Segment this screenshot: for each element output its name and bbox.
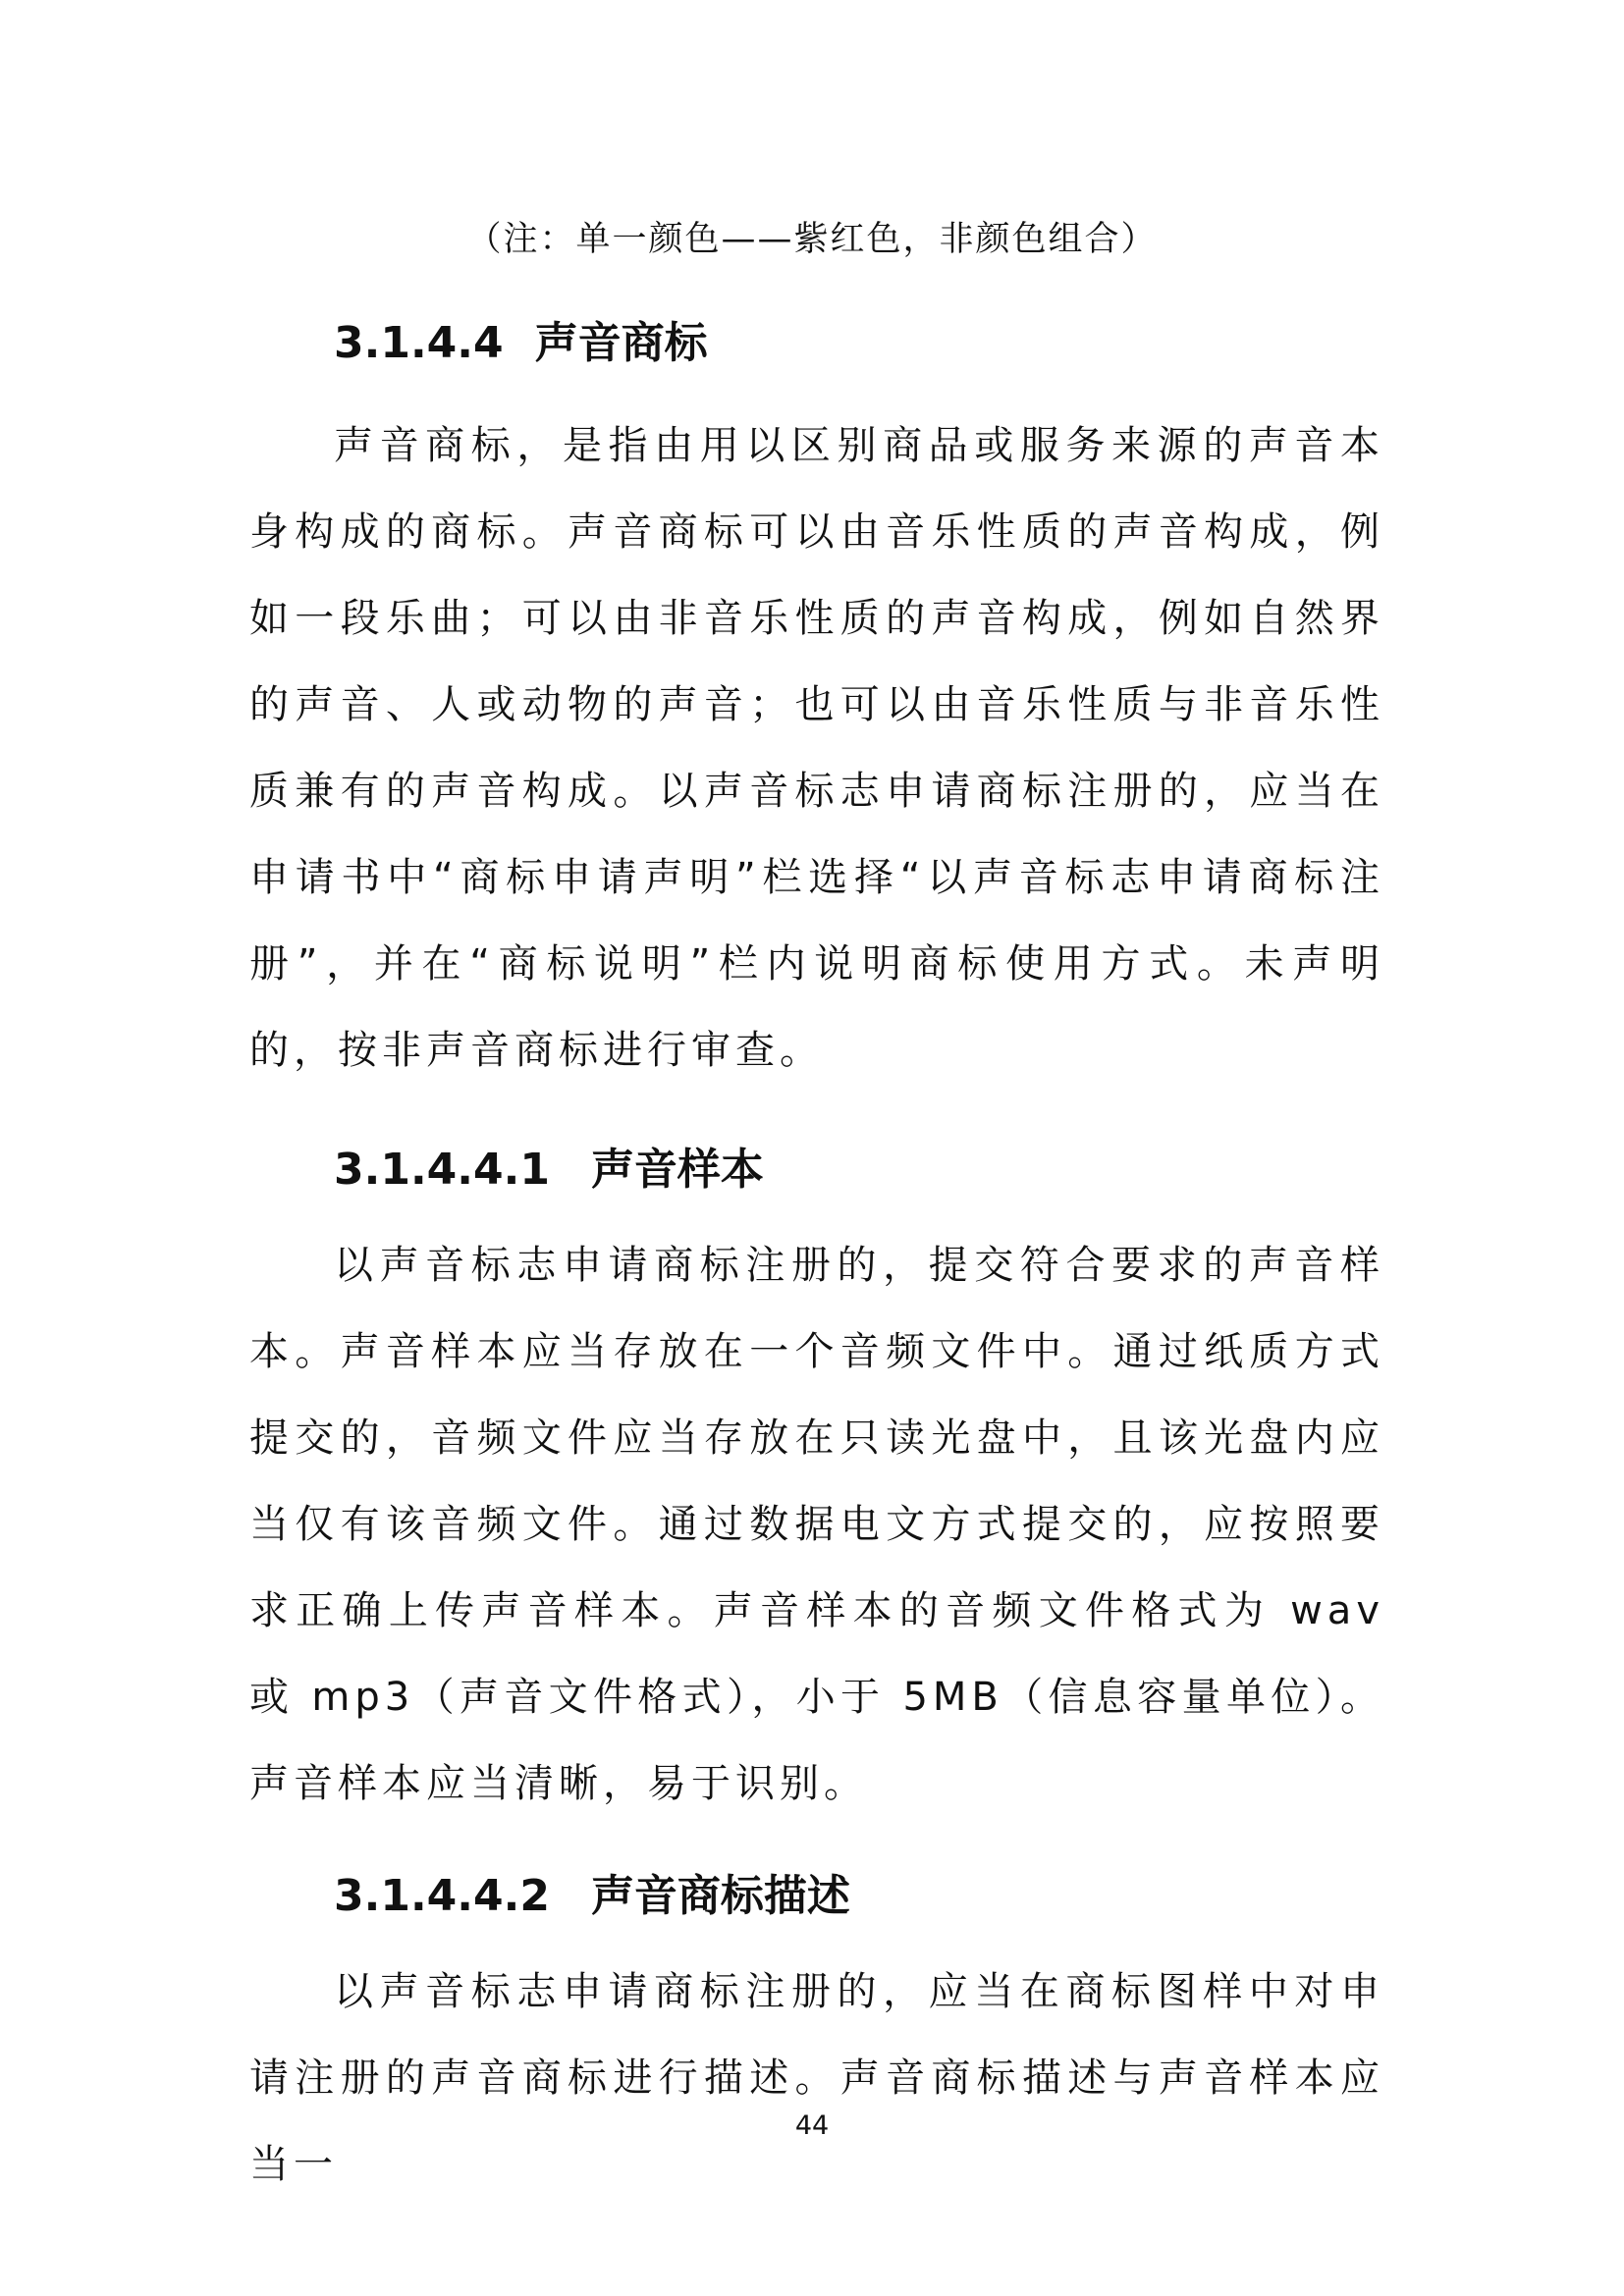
section-number: 3.1.4.4 <box>334 318 504 368</box>
section-number: 3.1.4.4.2 <box>334 1871 550 1921</box>
section-paragraph-3-1-4-4-2: 以声音标志申请商标注册的，应当在商标图样中对申请注册的声音商标进行描述。声音商标描述与声音样本应当一 <box>249 1969 1384 2187</box>
section-heading-3-1-4-4-1 <box>334 1139 764 1201</box>
section-title: 声音商标描述 <box>590 1871 850 1921</box>
section-heading-3-1-4-4 <box>334 312 708 375</box>
section-heading-3-1-4-4-2 <box>334 1865 850 1928</box>
page-number: 44 <box>794 2110 830 2141</box>
color-note: （注：单一颜色——紫红色，非颜色组合） <box>466 220 1158 259</box>
section-paragraph-3-1-4-4: 声音商标，是指由用以区别商品或服务来源的声音本身构成的商标。声音商标可以由音乐性质的声音构成，例如一段乐曲；可以由非音乐性质的声音构成，例如自然界的声音、人或动物的声音；也可以由音乐性质与非音乐性质兼有的声音构成。以声音标志申请商标注册的，应当在申请书中“商标申请声明”栏选择“以声音标志申请商标注册”，并在“商标说明”栏内说明商标使用方式。未声明的，按非声音商标进行审查。 <box>249 423 1384 1073</box>
section-paragraph-3-1-4-4-1: 以声音标志申请商标注册的，提交符合要求的声音样本。声音样本应当存放在一个音频文件中。通过纸质方式提交的，音频文件应当存放在只读光盘中，且该光盘内应当仅有该音频文件。通过数据电文方式提交的，应按照要求正确上传声音样本。声音样本的音频文件格式为 wav 或 mp3（声音文件格式），小于 5MB（信息容量单位）。声音样本应当清晰，易于识别。 <box>249 1243 1384 1806</box>
section-title: 声音商标 <box>534 318 708 368</box>
section-title: 声音样本 <box>590 1145 764 1195</box>
section-number: 3.1.4.4.1 <box>334 1145 550 1195</box>
